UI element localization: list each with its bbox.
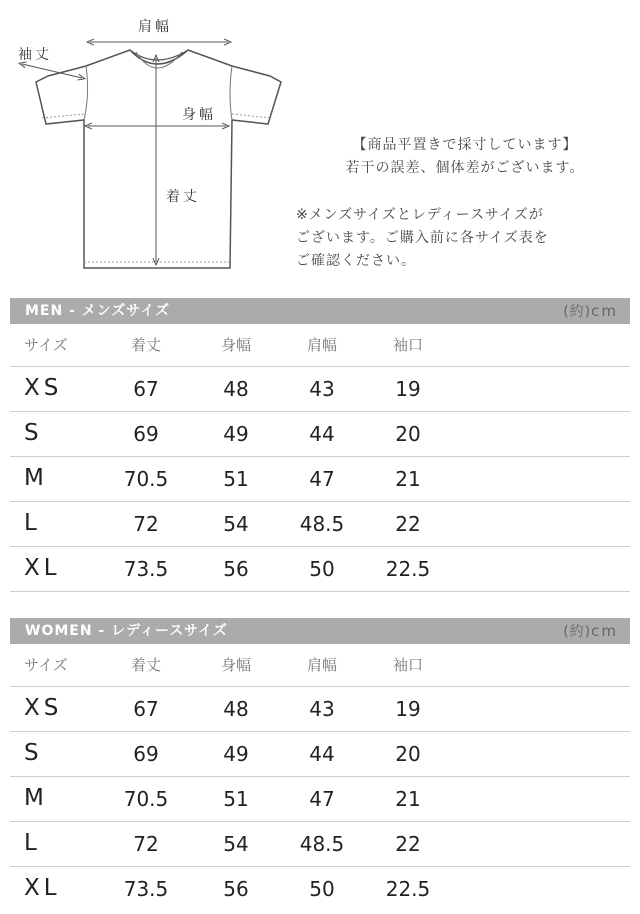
length-cell: 69	[133, 742, 159, 766]
men-table-title: MEN - メンズサイズ	[25, 303, 170, 319]
note-flat-measure: 【商品平置きで採寸しています】	[352, 137, 578, 153]
body-cell: 51	[223, 467, 249, 491]
cuff-cell: 21	[395, 467, 421, 491]
body-cell: 56	[223, 557, 249, 581]
col-size: サイズ	[24, 656, 68, 674]
col-body-width: 身幅	[220, 656, 251, 674]
cuff-cell: 22	[395, 512, 421, 536]
men-table-header	[10, 298, 630, 324]
cuff-cell: 22.5	[385, 877, 431, 901]
body-cell: 49	[223, 422, 249, 446]
shoulder-cell: 48.5	[299, 832, 345, 856]
body-cell: 54	[223, 512, 249, 536]
cuff-cell: 21	[395, 787, 421, 811]
size-notice	[296, 204, 549, 273]
tshirt-diagram	[0, 0, 300, 285]
women-unit-prefix: (約)	[563, 624, 592, 640]
table-row	[10, 457, 630, 502]
cuff-cell: 19	[395, 377, 421, 401]
table-row	[10, 777, 630, 822]
col-cuff: 袖口	[392, 336, 423, 354]
sleeve-length-label: 袖丈	[18, 47, 52, 63]
length-cell: 72	[133, 832, 159, 856]
col-length: 着丈	[130, 656, 161, 674]
men-size-table	[10, 298, 630, 592]
table-row	[10, 687, 630, 732]
men-column-headers	[10, 324, 630, 367]
length-cell: 72	[133, 512, 159, 536]
shoulder-cell: 43	[309, 697, 335, 721]
cuff-cell: 20	[395, 422, 421, 446]
measurement-notes	[310, 134, 620, 180]
women-size-table	[10, 618, 630, 911]
body-cell: 51	[223, 787, 249, 811]
size-cell: XS	[24, 375, 63, 401]
size-notice-line-1: ※メンズサイズとレディースサイズが	[296, 207, 544, 223]
shoulder-cell: 48.5	[299, 512, 345, 536]
women-table-title: WOMEN - レディースサイズ	[25, 623, 228, 639]
length-cell: 67	[133, 697, 159, 721]
shoulder-cell: 50	[309, 557, 335, 581]
cuff-cell: 19	[395, 697, 421, 721]
body-cell: 48	[223, 697, 249, 721]
shoulder-cell: 47	[309, 467, 335, 491]
shoulder-width-label: 肩幅	[138, 19, 172, 35]
body-width-label: 身幅	[182, 107, 216, 123]
size-cell: S	[24, 420, 43, 446]
shoulder-cell: 47	[309, 787, 335, 811]
col-cuff: 袖口	[392, 656, 423, 674]
col-size: サイズ	[24, 336, 68, 354]
length-cell: 70.5	[123, 467, 169, 491]
men-unit-cm: cm	[591, 302, 618, 320]
table-row	[10, 867, 630, 911]
men-unit-prefix: (約)	[563, 304, 592, 320]
body-cell: 56	[223, 877, 249, 901]
note-variance: 若干の誤差、個体差がございます。	[345, 160, 585, 176]
table-row	[10, 367, 630, 412]
table-row	[10, 412, 630, 457]
cuff-cell: 20	[395, 742, 421, 766]
shoulder-cell: 50	[309, 877, 335, 901]
size-cell: XL	[24, 875, 61, 901]
body-length-label: 着丈	[166, 189, 200, 205]
shoulder-cell: 44	[309, 742, 335, 766]
men-unit	[563, 298, 618, 325]
table-row	[10, 732, 630, 777]
body-cell: 48	[223, 377, 249, 401]
body-cell: 49	[223, 742, 249, 766]
shoulder-cell: 44	[309, 422, 335, 446]
col-length: 着丈	[130, 336, 161, 354]
women-column-headers	[10, 644, 630, 687]
tshirt-outline-illustration	[0, 0, 300, 285]
size-cell: S	[24, 740, 43, 766]
table-row	[10, 547, 630, 592]
women-table-header	[10, 618, 630, 644]
col-shoulder: 肩幅	[306, 336, 337, 354]
size-cell: M	[24, 465, 48, 491]
women-unit-cm: cm	[591, 622, 618, 640]
women-unit	[563, 618, 618, 645]
length-cell: 73.5	[123, 557, 169, 581]
cuff-cell: 22	[395, 832, 421, 856]
length-cell: 73.5	[123, 877, 169, 901]
col-shoulder: 肩幅	[306, 656, 337, 674]
body-cell: 54	[223, 832, 249, 856]
size-cell: M	[24, 785, 48, 811]
cuff-cell: 22.5	[385, 557, 431, 581]
shoulder-cell: 43	[309, 377, 335, 401]
length-cell: 70.5	[123, 787, 169, 811]
col-body-width: 身幅	[220, 336, 251, 354]
size-cell: XL	[24, 555, 61, 581]
size-notice-line-3: ご確認ください。	[296, 253, 416, 269]
length-cell: 69	[133, 422, 159, 446]
table-row	[10, 502, 630, 547]
length-cell: 67	[133, 377, 159, 401]
table-row	[10, 822, 630, 867]
size-cell: L	[24, 510, 41, 536]
size-notice-line-2: ございます。ご購入前に各サイズ表を	[296, 230, 549, 246]
size-cell: XS	[24, 695, 63, 721]
size-cell: L	[24, 830, 41, 856]
